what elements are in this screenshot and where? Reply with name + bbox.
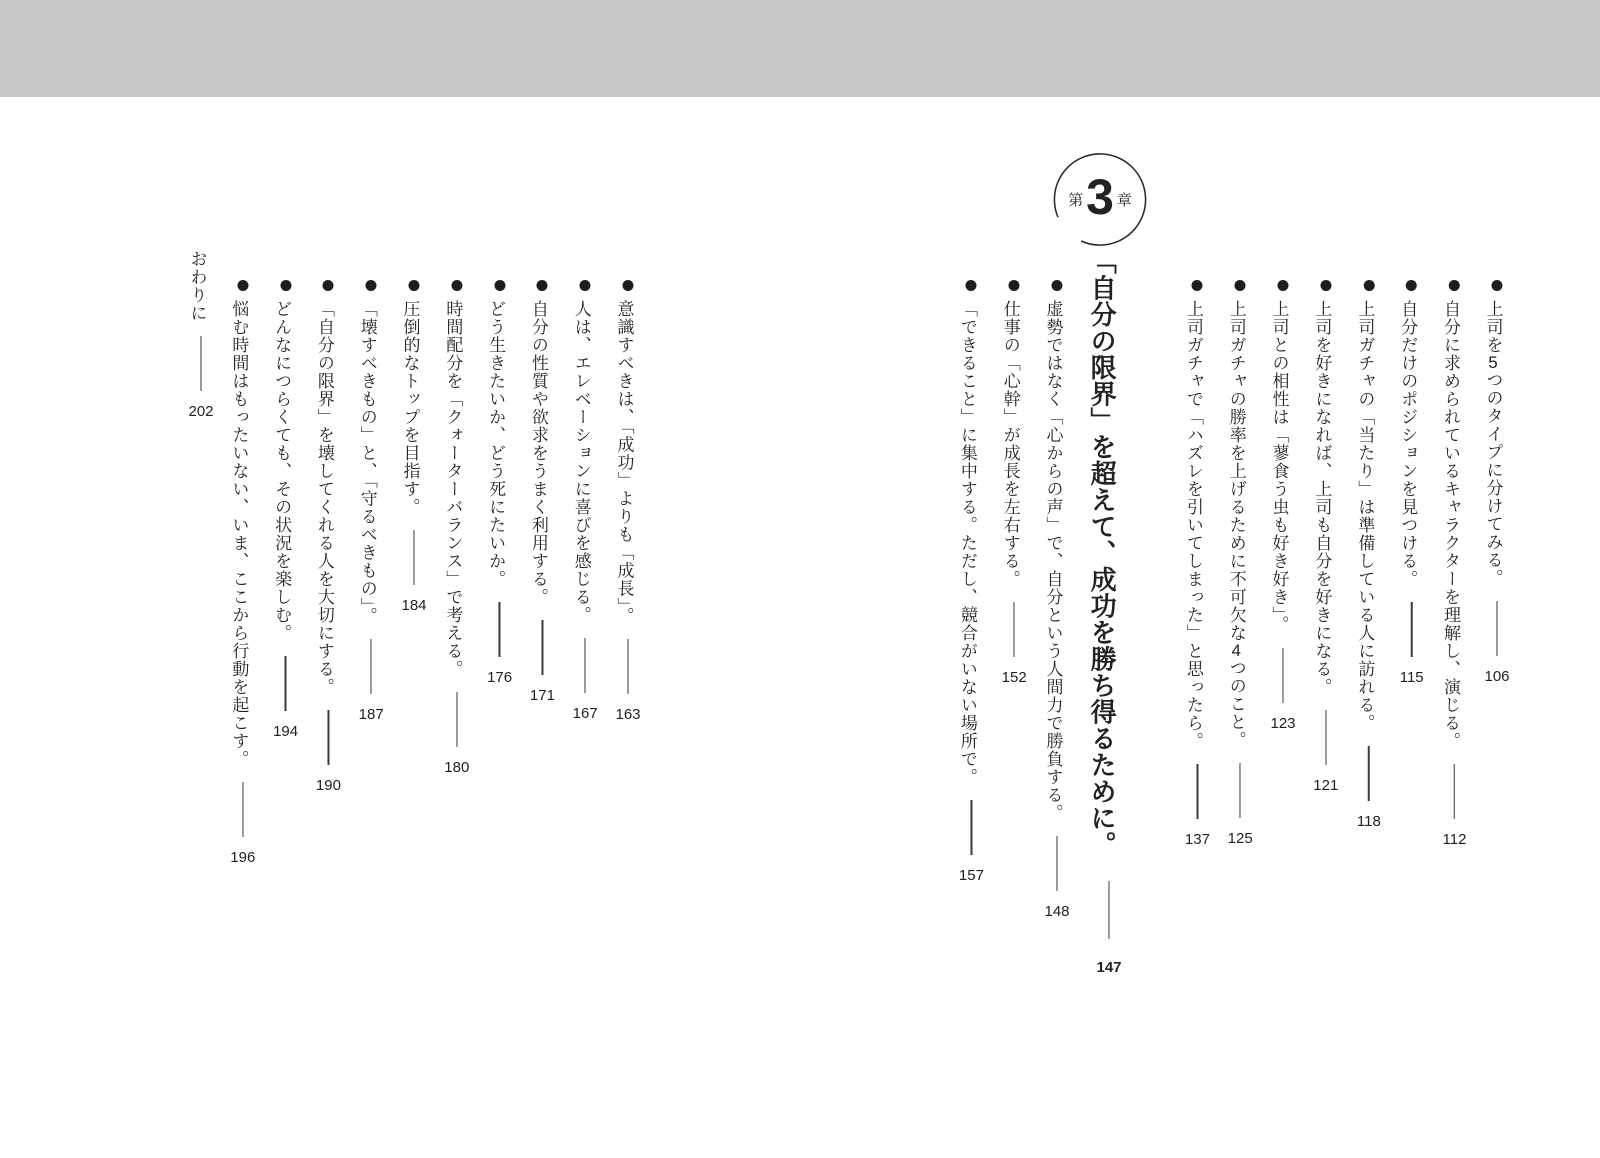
entry-text: 自分だけのポジションを見つける。 (1398, 300, 1418, 588)
leader-line (1368, 746, 1370, 801)
entry-bullet-icon (1278, 280, 1289, 291)
entry-page-number: 167 (572, 705, 598, 722)
toc-entry (1354, 280, 1381, 831)
entry-text: 上司を5つのタイプに分けてみる。 (1483, 300, 1503, 587)
leader-line (1282, 648, 1284, 703)
toc-entry (957, 280, 984, 885)
toc-entry (314, 280, 341, 795)
entry-text: 人は、エレベーションに喜びを感じる。 (571, 300, 591, 624)
entry-bullet-icon (537, 280, 548, 291)
toc-entry (1000, 280, 1027, 687)
entry-bullet-icon (1235, 280, 1246, 291)
entry-bullet-icon (966, 280, 977, 291)
toc-entry (228, 280, 255, 867)
leader-line (328, 710, 330, 765)
leader-line (971, 800, 973, 855)
leader-line (542, 620, 544, 675)
entry-bullet-icon (366, 280, 377, 291)
leader-line (456, 692, 458, 747)
entry-page-number: 196 (230, 849, 256, 866)
chapter-title-column (1086, 248, 1121, 977)
leader-line (1325, 710, 1327, 765)
chapter-suffix: 章 (1116, 192, 1132, 209)
toc-entry (1482, 280, 1509, 686)
top-gray-band (0, 0, 1600, 97)
leader-line (584, 638, 586, 693)
toc-entry (485, 280, 512, 687)
entry-page-number: 176 (487, 669, 513, 686)
entry-text: 上司との相性は「蓼食う虫も好き好き」。 (1269, 300, 1289, 634)
toc-entry (528, 280, 555, 705)
entry-text: 悩む時間はもったいない、いま、ここから行動を起こす。 (229, 300, 249, 768)
entry-text: 「壊すべきもの」と、「守るべきもの」。 (357, 300, 377, 625)
entry-page-number: 157 (958, 867, 984, 884)
entry-bullet-icon (323, 280, 334, 291)
entry-page-number: 202 (188, 403, 214, 420)
entry-bullet-icon (451, 280, 462, 291)
chapter-badge (1052, 151, 1149, 248)
entry-text: おわりに (187, 250, 207, 322)
entry-text: 「自分の限界」を壊してくれる人を大切にする。 (314, 300, 334, 696)
toc-entry (271, 280, 298, 741)
entry-digit: 4 (1231, 642, 1241, 659)
entry-text: 時間配分を「クォーターバランス」で考える。 (443, 300, 463, 678)
entry-bullet-icon (1320, 280, 1331, 291)
entry-bullet-icon (623, 280, 634, 291)
leader-line (200, 336, 202, 391)
entry-page-number: 123 (1270, 714, 1296, 732)
entry-text: 虚勢ではなく「心からの声」で、自分という人間力で勝負する。 (1043, 300, 1063, 822)
chapter-badge-label (1052, 151, 1149, 248)
entry-bullet-icon (580, 280, 591, 291)
entry-page-number: 125 (1227, 830, 1253, 847)
entry-page-number: 184 (401, 597, 427, 614)
entry-bullet-icon (1406, 280, 1417, 291)
entry-text: 自分に求められているキャラクターを理解し、演じる。 (1440, 300, 1460, 750)
entry-bullet-icon (280, 280, 291, 291)
entry-page-number: 171 (529, 687, 555, 704)
toc-entry (1397, 280, 1424, 687)
leader-line (1239, 763, 1241, 818)
leader-line (1013, 602, 1015, 657)
toc-entry (1183, 280, 1210, 849)
leader-line (1197, 764, 1199, 819)
entry-text: どんなにつらくても、その状況を楽しむ。 (272, 300, 292, 642)
entry-text: 上司ガチャの勝率を上げるために不可欠な4つのこと。 (1226, 300, 1246, 749)
leader-line (370, 639, 372, 694)
toc-entry (1042, 280, 1069, 921)
entry-page-number: 115 (1399, 669, 1424, 686)
entry-page-number: 190 (315, 777, 341, 794)
chapter-title: 「自分の限界」を超えて、成功を勝ち得るために。 (1087, 248, 1118, 858)
entry-bullet-icon (1192, 280, 1203, 291)
leader-line (285, 656, 287, 711)
toc-entry (1226, 280, 1253, 848)
toc-entry (1268, 280, 1295, 732)
toc-entry (571, 280, 598, 723)
entry-page-number: 187 (358, 706, 384, 723)
entry-text: 仕事の「心幹」が成長を左右する。 (1000, 300, 1020, 588)
leader-line (499, 602, 501, 657)
toc-entry (613, 280, 640, 724)
entry-text: 圧倒的なトップを目指す。 (400, 300, 420, 516)
entry-bullet-icon (409, 280, 420, 291)
toc-entry (1311, 280, 1338, 795)
toc-entry (357, 280, 384, 724)
leader-line (1108, 881, 1110, 939)
entry-bullet-icon (1449, 280, 1460, 291)
entry-page-number: 118 (1356, 813, 1381, 830)
chapter-prefix: 第 (1068, 192, 1084, 209)
chapter-number: 3 (1086, 169, 1114, 225)
entry-page-number: 152 (1001, 669, 1027, 686)
entry-text: 上司ガチャで「ハズレを引いてしまった」と思ったら。 (1183, 300, 1203, 750)
entry-page-number: 194 (273, 723, 299, 740)
leader-line (1411, 602, 1413, 657)
leader-line (627, 639, 629, 694)
entry-text: 上司を好きになれば、上司も自分を好きになる。 (1312, 300, 1332, 696)
toc-entry (442, 280, 469, 777)
toc-entry (1440, 280, 1467, 849)
leader-line (1056, 836, 1058, 891)
leader-line (1496, 601, 1498, 656)
entry-bullet-icon (1009, 280, 1020, 291)
toc-entry (399, 280, 426, 615)
entry-text: 「できること」に集中する。ただし、競合がいない場所で。 (957, 300, 977, 786)
leader-line (413, 530, 415, 585)
entry-bullet-icon (1492, 280, 1503, 291)
entry-page-number: 180 (444, 759, 470, 776)
entry-page-number: 137 (1184, 831, 1210, 848)
leader-line (242, 782, 244, 837)
leader-line (1454, 764, 1456, 819)
entry-digit: 5 (1488, 354, 1498, 371)
entry-text: 意識すべきは、「成功」よりも「成長」。 (614, 300, 634, 625)
entry-bullet-icon (237, 280, 248, 291)
entry-bullet-icon (494, 280, 505, 291)
entry-page-number: 106 (1484, 668, 1510, 685)
entry-page-number: 112 (1442, 831, 1467, 848)
entry-bullet-icon (1052, 280, 1063, 291)
entry-text: 上司ガチャの「当たり」は準備している人に訪れる。 (1355, 300, 1375, 732)
entry-bullet-icon (1363, 280, 1374, 291)
entry-page-number: 148 (1044, 903, 1070, 920)
entry-page-number: 121 (1313, 777, 1339, 794)
chapter-page-number: 147 (1096, 958, 1122, 976)
entry-page-number: 163 (615, 706, 641, 723)
entry-text: どう生きたいか、どう死にたいか。 (486, 300, 506, 588)
entry-text: 自分の性質や欲求をうまく利用する。 (528, 300, 548, 606)
toc-entry (186, 250, 213, 421)
